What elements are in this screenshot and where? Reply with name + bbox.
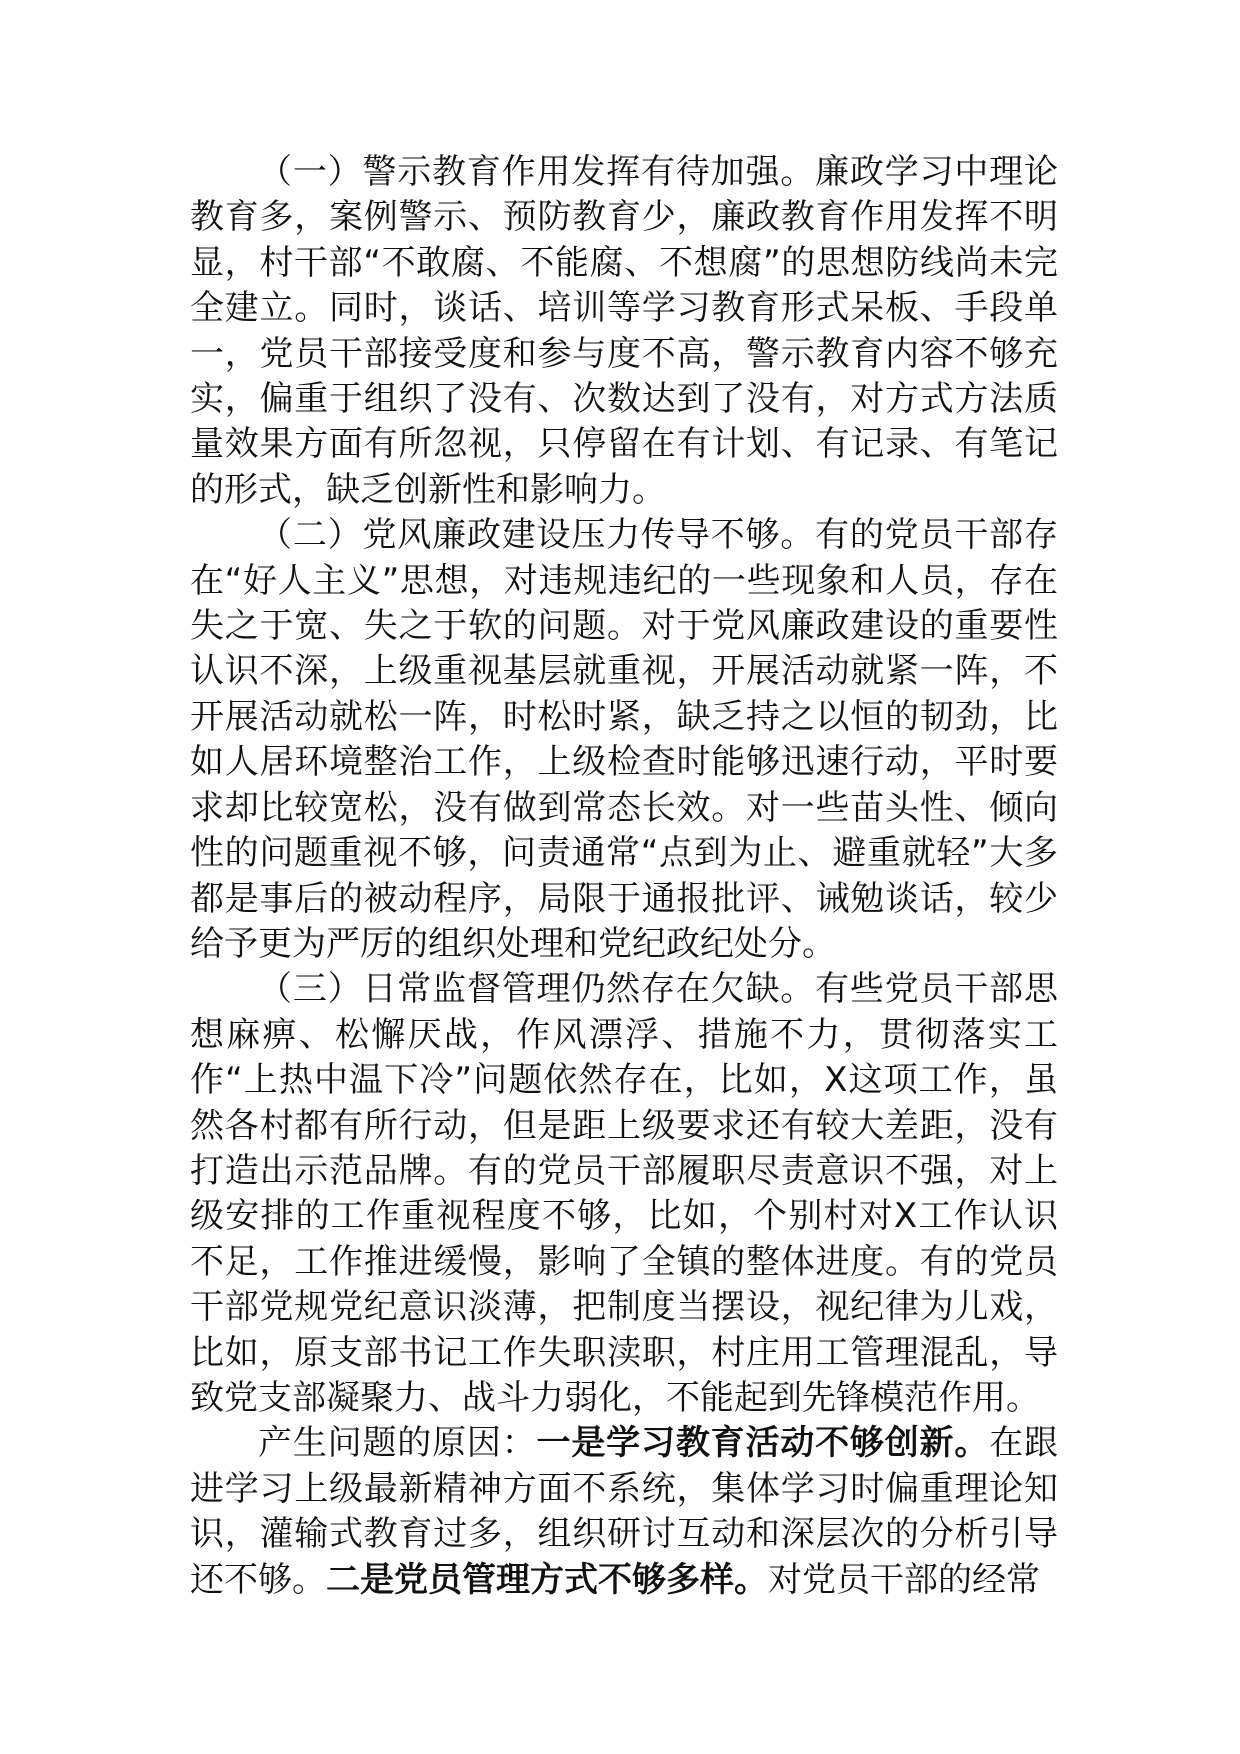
paragraph-problem-causes	[190, 1421, 1058, 1603]
paragraph-daily-supervision: （三）日常监督管理仍然存在欠缺。有些党员干部思想麻痹、松懈厌战，作风漂浮、措施不力，贯彻落实工作“上热中温下冷”问题依然存在，比如，X这项工作，虽然各村都有所行动，但是距上级要求还有较大差距，没有打造出示范品牌。有的党员干部履职尽责意识不强，对上级安排的工作重视程度不够，比如，个别村对X工作认识不足，工作推进缓慢，影响了全镇的整体进度。有的党员干部党规党纪意识淡薄，把制度当摆设，视纪律为儿戏，比如，原支部书记工作失职渎职，村庄用工管理混乱，导致党支部凝聚力、战斗力弱化，不能起到先锋模范作用。	[190, 969, 1058, 1418]
causes-intro: 产生问题的原因：	[258, 1423, 537, 1464]
paragraph-pressure-transmission: （二）党风廉政建设压力传导不够。有的党员干部存在“好人主义”思想，对违规违纪的一些现象和人员，存在失之于宽、失之于软的问题。对于党风廉政建设的重要性认识不深，上级重视基层就重视，开展活动就紧一阵，不开展活动就松一阵，时松时紧，缺乏持之以恒的韧劲，比如人居环境整治工作，上级检查时能够迅速行动，平时要求却比较宽松，没有做到常态长效。对一些苗头性、倾向性的问题重视不够，问责通常“点到为止、避重就轻”大多都是事后的被动程序，局限于通报批评、诫勉谈话，较少给予更为严厉的组织处理和党纪政纪处分。	[190, 515, 1058, 964]
document-page	[190, 150, 1058, 1603]
paragraph-warning-education: （一）警示教育作用发挥有待加强。廉政学习中理论教育多，案例警示、预防教育少，廉政教育作用发挥不明显，村干部“不敢腐、不能腐、不想腐”的思想防线尚未完全建立。同时，谈话、培训等学习教育形式呆板、手段单一，党员干部接受度和参与度不高，警示教育内容不够充实，偏重于组织了没有、次数达到了没有，对方式方法质量效果方面有所忽视，只停留在有计划、有记录、有笔记的形式，缺乏创新性和影响力。	[190, 152, 1058, 510]
cause-one-detail: 在跟进学习上级最新精神方面不系统，集体学习时偏重理论知识，灌输式教育过多，组织研讨互动和深层次的分析引导还不够。	[190, 1423, 1059, 1600]
cause-one-heading: 一是学习教育活动不够创新。	[536, 1423, 990, 1464]
cause-two-heading: 二是党员管理方式不够多样。	[326, 1559, 768, 1600]
cause-two-detail: 对党员干部的经常	[768, 1559, 1040, 1600]
